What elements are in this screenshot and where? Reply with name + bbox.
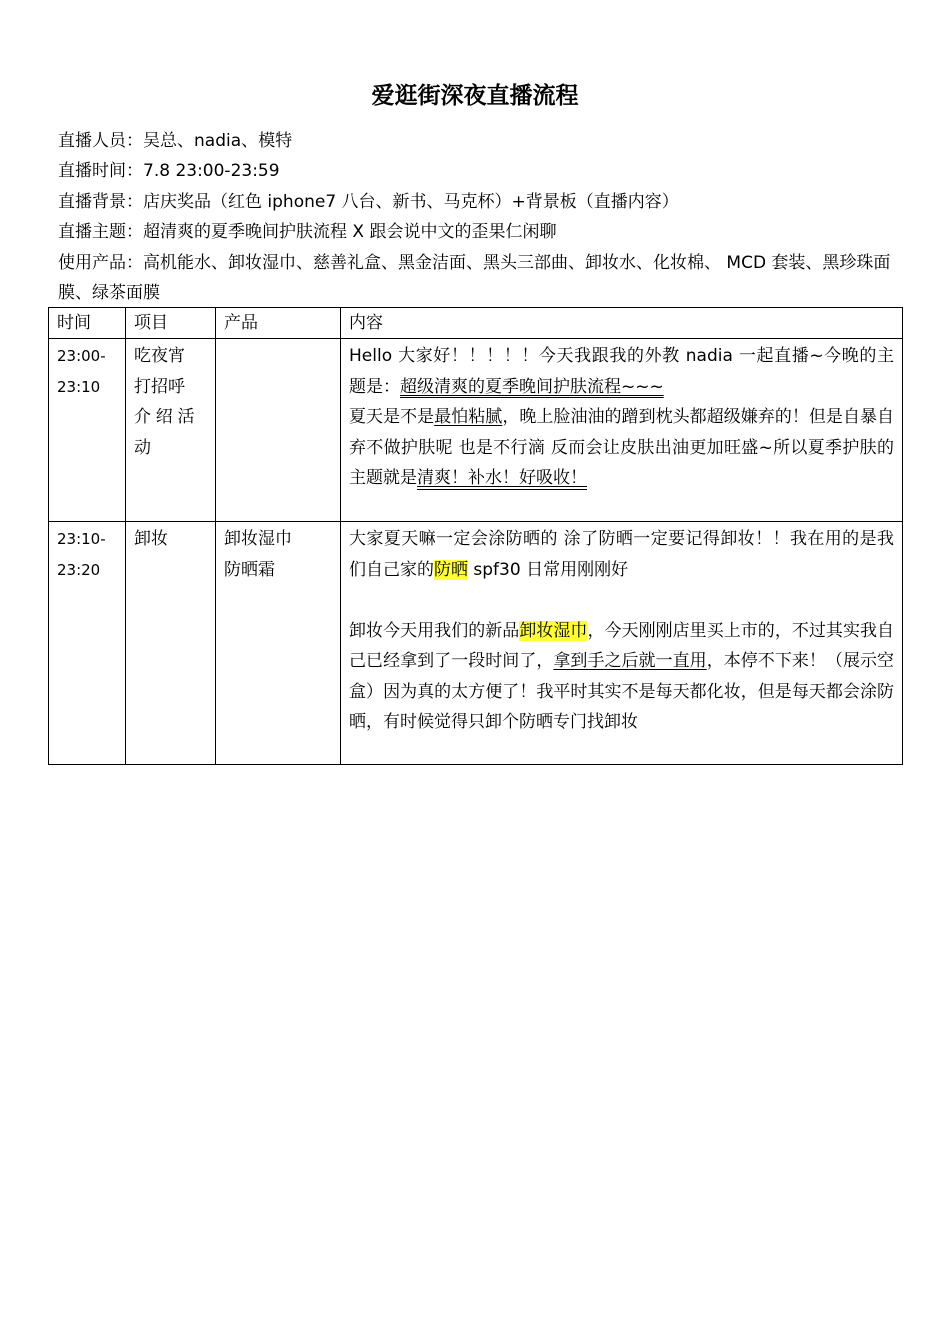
content-paragraph: [349, 616, 894, 738]
time-end: 23:10: [57, 377, 101, 396]
meta-products: [58, 248, 910, 309]
cell-time: [49, 339, 126, 522]
product-line: 卸妆湿巾: [224, 529, 292, 549]
time-start: 23:00-: [57, 347, 106, 365]
document-title: 爱逛街深夜直播流程: [371, 83, 579, 109]
header-content: 内容: [341, 308, 903, 339]
meta-label: 直播时间：: [58, 161, 143, 182]
content-text: Hello 大家好！！！！！今天我跟我的外教 nadia 一起直播~今晚的主题是：: [349, 346, 894, 397]
meta-value: 店庆奖品（红色 iphone7 八台、新书、马克杯）+背景板（直播内容）: [143, 191, 679, 212]
item-line: 吃夜宵: [134, 346, 185, 366]
cell-product: [216, 339, 341, 522]
meta-background: [58, 187, 910, 217]
time-end: 23:20: [57, 560, 101, 579]
meta-label: 使用产品：: [58, 252, 143, 273]
content-text: 夏天是不是: [349, 407, 435, 427]
content-underline: 最怕粘腻: [434, 407, 503, 427]
content-paragraph: [349, 341, 894, 402]
content-underline: 超级清爽的夏季晚间护肤流程~~~: [400, 376, 664, 397]
content-text: 大家夏天嘛一定会涂防晒的 涂了防晒一定要记得卸妆！！我在用的是我们自己家的: [349, 529, 894, 580]
item-line: 打招呼: [134, 376, 185, 397]
header-time: 时间: [49, 308, 126, 339]
cell-item: [126, 522, 216, 765]
content-underline: 清爽！补水！好吸收！: [417, 468, 587, 488]
meta-value: 高机能水、卸妆湿巾、慈善礼盒、黑金洁面、黑头三部曲、卸妆水、化妆棉、 MCD 套装、黑珍珠面膜、绿茶面膜: [58, 252, 891, 304]
table-row: [49, 522, 903, 765]
cell-content: [341, 339, 903, 522]
content-paragraph: [349, 524, 894, 585]
meta-staff: [58, 126, 910, 156]
content-text: ，今天刚刚店里买上市的，不过其实我自己已经拿到了一段时间了，: [349, 620, 895, 671]
schedule-table: [48, 307, 903, 765]
content-spacer: [349, 585, 894, 616]
cell-item: [126, 339, 216, 522]
header-product: 产品: [216, 308, 341, 339]
content-text: 卸妆今天用我们的新品: [349, 620, 520, 641]
meta-value: 吴总、nadia、模特: [143, 131, 293, 151]
meta-time: [58, 156, 910, 186]
cell-product: [216, 522, 341, 765]
product-line: 防晒霜: [224, 559, 275, 580]
meta-label: 直播主题：: [58, 222, 143, 243]
cell-time: [49, 522, 126, 765]
cell-content: [341, 522, 903, 765]
meta-value: 7.8 23:00-23:59: [143, 161, 280, 182]
content-highlight: 防晒: [434, 559, 468, 580]
time-start: 23:10-: [57, 530, 106, 548]
content-text: ，本停不下来！（展示空盒）因为真的太方便了！我平时其实不是每天都化妆，但是每天都会涂防晒，有时候觉得只卸个防晒专门找卸妆: [349, 651, 895, 732]
meta-value: 超清爽的夏季晚间护肤流程 X 跟会说中文的歪果仁闲聊: [143, 222, 557, 243]
meta-label: 直播背景：: [58, 191, 143, 212]
content-paragraph: [349, 402, 894, 494]
content-text: spf30 日常用刚刚好: [468, 559, 629, 580]
table-header-row: [49, 308, 903, 339]
header-item: 项目: [126, 308, 216, 339]
content-underline: 拿到手之后就一直用: [553, 651, 707, 671]
content-text: ，晚上脸油油的蹭到枕头都超级嫌弃的！但是自暴自弃不做护肤呢 也是不行滴 反而会让皮肤出油更加旺盛~所以夏季护肤的主题就是: [349, 407, 895, 488]
meta-label: 直播人员：: [58, 131, 143, 151]
item-line: 介绍活: [134, 407, 200, 427]
meta-theme: [58, 217, 910, 247]
item-line: 卸妆: [134, 529, 168, 549]
meta-block: [58, 126, 910, 308]
table-row: [49, 339, 903, 522]
item-line: 动: [134, 437, 151, 458]
content-highlight: 卸妆湿巾: [519, 620, 588, 641]
